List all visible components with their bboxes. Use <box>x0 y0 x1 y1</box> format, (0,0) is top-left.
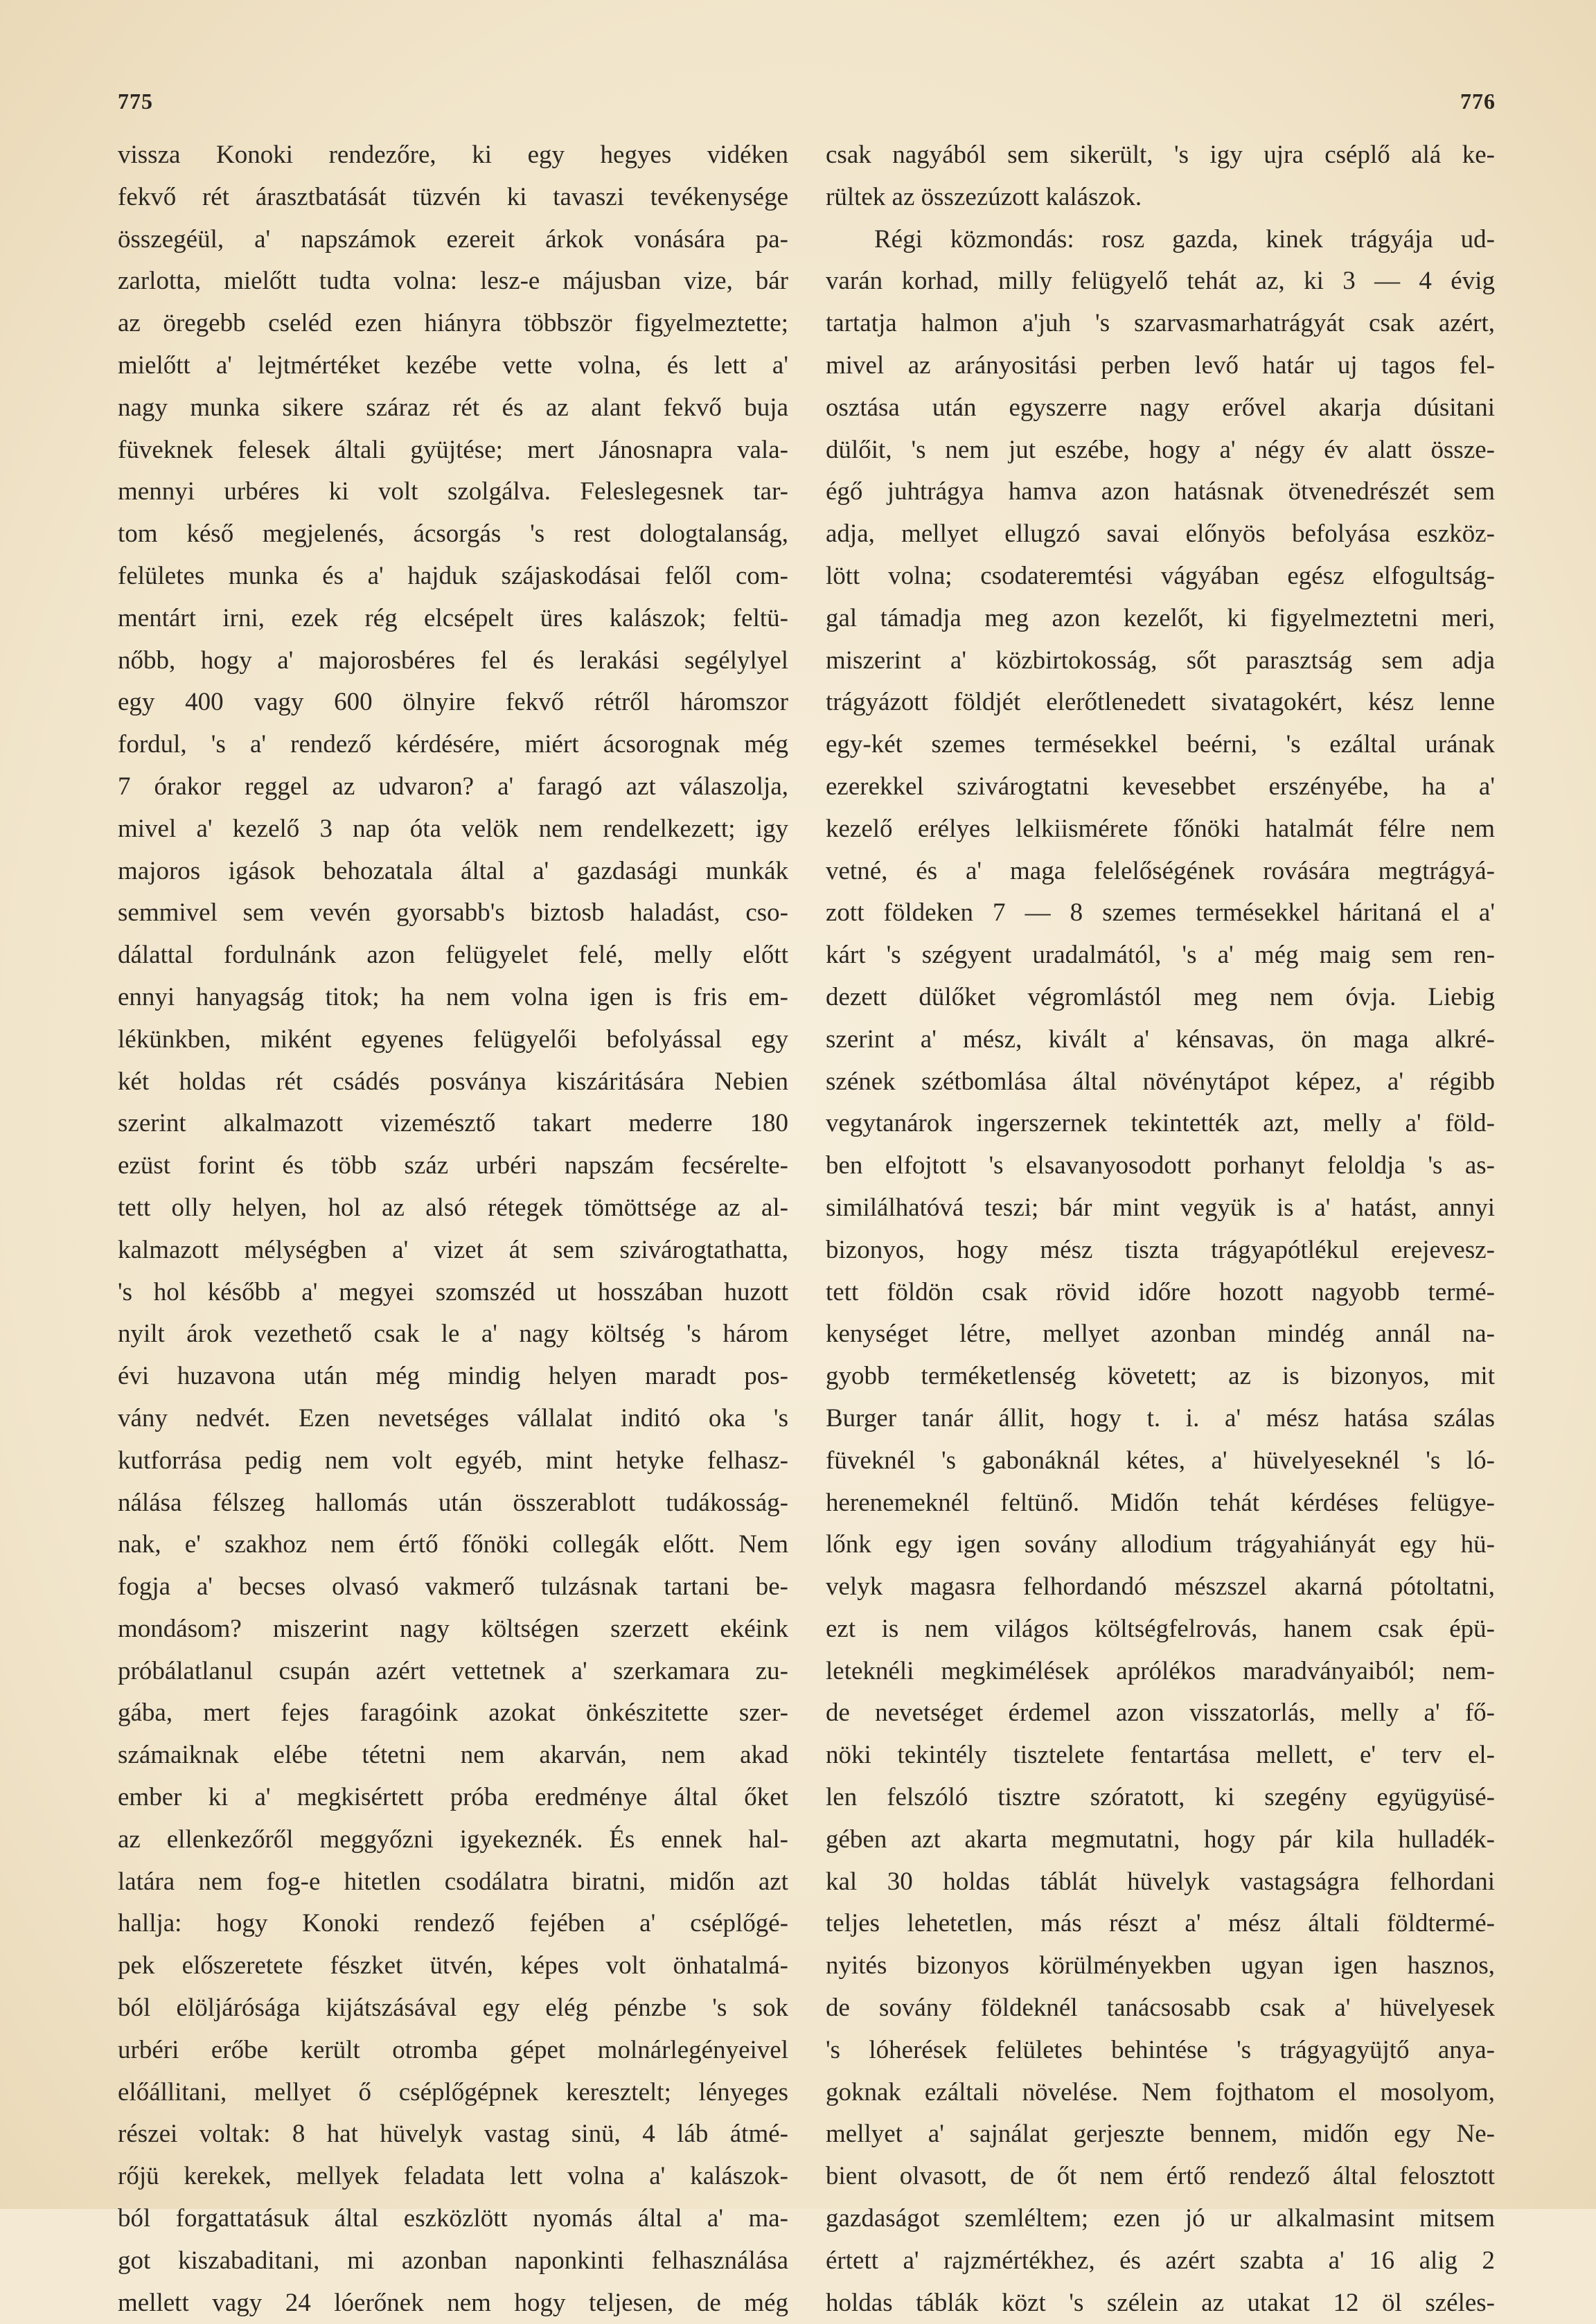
text-line: ból forgattatásuk által eszközlött nyomás által a' ma- <box>118 2204 788 2233</box>
text-line: 's lóherések felületes behintése 's trágyagyüjtő anya- <box>826 2035 1495 2064</box>
text-line: bient olvasott, de őt nem értő rendező által felosztott <box>826 2162 1495 2191</box>
text-line: mielőtt a' lejtmértéket kezébe vette volna, és lett a' <box>118 351 788 380</box>
text-line: ennyi hanyagság titok; ha nem volna igen is fris em- <box>118 982 788 1011</box>
text-line: herenemeknél feltünő. Midőn tehát kérdéses felügye- <box>826 1488 1495 1517</box>
text-line: nálása félszeg hallomás után összerablott tudákosság- <box>118 1488 788 1517</box>
text-line: velyk magasra felhordandó mészszel akarná pótoltatni, <box>826 1572 1495 1602</box>
text-column-right <box>826 134 1495 2324</box>
text-line: ember ki a' megkisértett próba eredménye által őket <box>118 1783 788 1812</box>
text-line: csak nagyából sem sikerült, 's igy ujra cséplő alá ke- <box>826 141 1495 169</box>
text-line: len felszóló tisztre szóratott, ki szegény együgyüsé- <box>826 1783 1495 1812</box>
text-line: latára nem fog-e hitetlen csodálatra biratni, midőn azt <box>118 1867 788 1896</box>
text-line: mondásom? miszerint nagy költségen szerzett ekéink <box>118 1614 788 1643</box>
text-line: bizonyos, hogy mész tiszta trágyapótlékul erejevesz- <box>826 1235 1495 1264</box>
text-line: vány nedvét. Ezen nevetséges vállalat inditó oka 's <box>118 1403 788 1432</box>
text-line: mellyet a' sajnálat gerjeszte bennem, midőn egy Ne- <box>826 2120 1495 2149</box>
text-line: mennyi urbéres ki volt szolgálva. Feleslegesnek tar- <box>118 477 788 506</box>
text-line: pek előszeretete fészket ütvén, képes volt önhatalmá- <box>118 1951 788 1980</box>
text-line: rültek az összezúzott kalászok. <box>826 182 1142 211</box>
text-line: de nevetséget érdemel azon visszatorlás, melly a' fő- <box>826 1698 1495 1728</box>
text-line: egy-két szemes termésekkel beérni, 's ezáltal urának <box>826 730 1495 759</box>
text-line: teljes lehetetlen, más részt a' mész általi földtermé- <box>826 1909 1495 1938</box>
text-line: szerint a' mész, kivált a' kénsavas, ön maga alkré- <box>826 1024 1495 1054</box>
text-line: kárt 's szégyent uradalmától, 's a' még maig sem ren- <box>826 941 1495 970</box>
text-line: szének szétbomlása által növénytápot képez, a' régibb <box>826 1067 1495 1096</box>
text-line: vegytanárok ingerszernek tekintették azt, melly a' föld- <box>826 1109 1495 1138</box>
text-line: gazdaságot szemléltem; ezen jó ur alkalmasint mitsem <box>826 2204 1495 2233</box>
text-line: ben elfojtott 's elsavanyosodott porhanyt feloldja 's as- <box>826 1151 1495 1180</box>
text-line: az ellenkezőről meggyőzni igyekeznék. És ennek hal- <box>118 1825 788 1854</box>
text-line: kezelő erélyes lelkiismérete főnöki hatalmát félre nem <box>826 814 1495 843</box>
text-line: holdas táblák közt 's szélein az utakat 12 öl széles- <box>826 2288 1495 2317</box>
text-line: szerint alkalmazott vizemésztő takart mederre 180 <box>118 1109 788 1138</box>
text-line: összegéül, a' napszámok ezereit árkok vonására pa- <box>118 224 788 254</box>
text-line: fordul, 's a' rendező kérdésére, miért ácsorognak még <box>118 730 788 759</box>
text-line: ezt is nem világos költségfelrovás, hanem csak épü- <box>826 1614 1495 1643</box>
text-line: felületes munka és a' hajduk szájaskodásai felől com- <box>118 561 788 590</box>
text-line: mivel az arányositási perben levő határ uj tagos fel- <box>826 351 1495 380</box>
text-line: előállitani, mellyet ő cséplőgépnek keresztelt; lényeges <box>118 2077 788 2106</box>
text-line: 's hol később a' megyei szomszéd ut hosszában huzott <box>118 1277 788 1306</box>
text-line: ezerekkel szivárogtatni kevesebbet erszényébe, ha a' <box>826 772 1495 801</box>
text-line: kenységet létre, mellyet azonban mindég annál na- <box>826 1320 1495 1349</box>
text-line: ezüst forint és több száz urbéri napszám fecsérelte- <box>118 1151 788 1180</box>
text-line: gében azt akarta megmutatni, hogy pár kila hulladék- <box>826 1825 1495 1854</box>
text-line: tom késő megjelenés, ácsorgás 's rest dologtalanság, <box>118 520 788 549</box>
text-line: majoros igások behozatala által a' gazdasági munkák <box>118 856 788 885</box>
text-line: mellett vagy 24 lóerőnek nem hogy teljesen, de még <box>118 2288 788 2317</box>
text-line: zott földeken 7 — 8 szemes termésekkel háritaná el a' <box>826 898 1495 928</box>
text-line: évi huzavona után még mindig helyen maradt pos- <box>118 1362 788 1391</box>
text-line: hallja: hogy Konoki rendező fejében a' cséplőgé- <box>118 1909 788 1938</box>
text-line: zarlotta, mielőtt tudta volna: lesz-e májusban vize, bár <box>118 267 788 296</box>
text-line: goknak ezáltali növelése. Nem fojthatom el mosolyom, <box>826 2077 1495 2106</box>
text-line: gába, mert fejes faragóink azokat önkészitette szer- <box>118 1698 788 1728</box>
text-line: vetné, és a' maga felelőségének rovására megtrágyá- <box>826 856 1495 885</box>
text-line: égő juhtrágya hamva azon hatásnak ötvenedrészét sem <box>826 477 1495 506</box>
page-number-right: 776 <box>1460 89 1496 114</box>
text-line: mentárt irni, ezek rég elcsépelt üres kalászok; feltü- <box>118 603 788 632</box>
text-line: gyobb terméketlenség követett; az is bizonyos, mit <box>826 1362 1495 1391</box>
text-line: got kiszabaditani, mi azonban naponkinti felhasználása <box>118 2246 788 2275</box>
text-line: vissza Konoki rendezőre, ki egy hegyes vidéken <box>118 141 788 169</box>
text-line: két holdas rét csádés posványa kiszáritására Nebien <box>118 1067 788 1096</box>
text-line: leteknéli megkimélések aprólékos maradványaiból; nem- <box>826 1656 1495 1685</box>
text-line: rőjü kerekek, mellyek feladata lett volna a' kalászok- <box>118 2162 788 2191</box>
text-line: dülőit, 's nem jut eszébe, hogy a' négy év alatt össze- <box>826 435 1495 464</box>
text-line: kutforrása pedig nem volt egyéb, mint hetyke felhasz- <box>118 1446 788 1475</box>
text-line: nagy munka sikere száraz rét és az alant fekvő buja <box>118 393 788 422</box>
page-number-left: 775 <box>118 89 153 114</box>
text-line: Régi közmondás: rosz gazda, kinek trágyája ud- <box>874 224 1495 254</box>
text-line: tett földön csak rövid időre hozott nagyobb termé- <box>826 1277 1495 1306</box>
text-line: ból elöljárósága kijátszásával egy elég pénzbe 's sok <box>118 1994 788 2023</box>
text-line: tartatja halmon a'juh 's szarvasmarhatrágyát csak azért, <box>826 309 1495 338</box>
text-line: trágyázott földjét elerőtlenedett sivatagokért, kész lenne <box>826 688 1495 717</box>
text-line: tett olly helyen, hol az alsó rétegek tömöttsége az al- <box>118 1193 788 1222</box>
text-line: számaiknak elébe tétetni nem akarván, nem akad <box>118 1741 788 1770</box>
text-column-left <box>118 134 788 2324</box>
text-line: dálattal fordulnánk azon felügyelet felé, melly előtt <box>118 941 788 970</box>
text-line: füveknél 's gabonáknál kétes, a' hüvelyeseknél 's ló- <box>826 1446 1495 1475</box>
text-line: az öregebb cseléd ezen hiányra többször figyelmeztette; <box>118 309 788 338</box>
text-line: kal 30 holdas táblát hüvelyk vastagságra felhordani <box>826 1867 1495 1896</box>
text-line: gal támadja meg azon kezelőt, ki figyelmeztetni meri, <box>826 603 1495 632</box>
text-line: nöki tekintély tisztelete fentartása mellett, e' terv el- <box>826 1741 1495 1770</box>
text-line: fogja a' becses olvasó vakmerő tulzásnak tartani be- <box>118 1572 788 1602</box>
text-line: egy 400 vagy 600 ölnyire fekvő rétről háromszor <box>118 688 788 717</box>
text-line: próbálatlanul csupán azért vettetnek a' szerkamara zu- <box>118 1656 788 1685</box>
text-line: nőbb, hogy a' majorosbéres fel és lerakási segélylyel <box>118 646 788 675</box>
text-line: miszerint a' közbirtokosság, sőt parasztság sem adja <box>826 646 1495 675</box>
text-line: lékünkben, miként egyenes felügyelői befolyással egy <box>118 1024 788 1054</box>
text-line: részei voltak: 8 hat hüvelyk vastag sinü, 4 láb átmé- <box>118 2120 788 2149</box>
text-line: adja, mellyet ellugzó savai előnyös befolyása eszköz- <box>826 520 1495 549</box>
text-line: varán korhad, milly felügyelő tehát az, ki 3 — 4 évig <box>826 267 1495 296</box>
text-line: nak, e' szakhoz nem értő főnöki collegák előtt. Nem <box>118 1530 788 1559</box>
text-line: lött volna; csodateremtési vágyában egész elfogultság- <box>826 561 1495 590</box>
text-line: similálhatóvá teszi; bár mint vegyük is a' hatást, annyi <box>826 1193 1495 1222</box>
text-line: kalmazott mélységben a' vizet át sem szivárogtathatta, <box>118 1235 788 1264</box>
text-line: füveknek felesek általi gyüjtése; mert Jánosnapra vala- <box>118 435 788 464</box>
text-line: dezett dülőket végromlástól meg nem óvja. Liebig <box>826 982 1495 1011</box>
text-line: de sovány földeknél tanácsosabb csak a' hüvelyesek <box>826 1994 1495 2023</box>
text-line: semmivel sem vevén gyorsabb's biztosb haladást, cso- <box>118 898 788 928</box>
text-line: 7 órakor reggel az udvaron? a' faragó azt válaszolja, <box>118 772 788 801</box>
text-line: fekvő rét árasztbatását tüzvén ki tavaszi tevékenysége <box>118 182 788 211</box>
text-line: urbéri erőbe került otromba gépet molnárlegényeivel <box>118 2035 788 2064</box>
text-line: osztása után egyszerre nagy erővel akarja dúsitani <box>826 393 1495 422</box>
text-line: értett a' rajzmértékhez, és azért szabta a' 16 alig 2 <box>826 2246 1495 2275</box>
text-line: nyités bizonyos körülményekben ugyan igen hasznos, <box>826 1951 1495 1980</box>
text-line: lőnk egy igen sovány allodium trágyahiányát egy hü- <box>826 1530 1495 1559</box>
text-line: mivel a' kezelő 3 nap óta velök nem rendelkezett; igy <box>118 814 788 843</box>
text-line: nyilt árok vezethető csak le a' nagy költség 's három <box>118 1320 788 1349</box>
text-line: Burger tanár állit, hogy t. i. a' mész hatása szálas <box>826 1403 1495 1432</box>
